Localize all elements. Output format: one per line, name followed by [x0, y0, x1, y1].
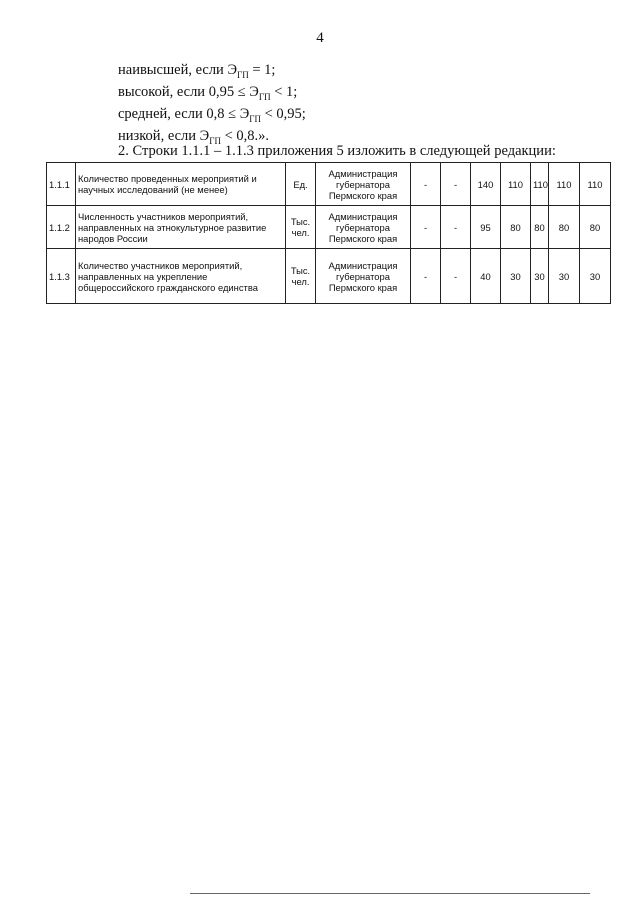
value-cell: 140 — [471, 163, 501, 206]
value-cell: - — [441, 206, 471, 249]
condition-highest: наивысшей, если $Э_{ГП} = 1$; — [118, 62, 276, 80]
value-cell: 110 — [501, 163, 531, 206]
value-cell: 30 — [531, 249, 549, 304]
row-number: 1.1.2 — [47, 206, 76, 249]
executor-cell: Администрация губернатора Пермского края — [316, 206, 411, 249]
table-row — [47, 163, 611, 206]
indicator-name: Численность участников мероприятий, направленных на этнокультурное развитие народов России — [76, 206, 286, 249]
indicators-table — [46, 162, 611, 304]
amendment-intro: 2. Строки 1.1.1 – 1.1.3 приложения 5 изложить в следующей редакции: — [118, 143, 556, 159]
value-cell: 30 — [580, 249, 611, 304]
value-cell: 30 — [549, 249, 580, 304]
unit-cell: Тыс. чел. — [286, 249, 316, 304]
executor-cell: Администрация губернатора Пермского края — [316, 249, 411, 304]
value-cell: 110 — [580, 163, 611, 206]
table-row — [47, 206, 611, 249]
value-cell: 110 — [549, 163, 580, 206]
value-cell: - — [411, 163, 441, 206]
condition-low: низкой, если $Э_{ГП} < 0,8$.». — [118, 128, 270, 146]
value-cell: 110 — [531, 163, 549, 206]
value-cell: 80 — [531, 206, 549, 249]
value-cell: - — [411, 206, 441, 249]
condition-high: высокой, если $0,95 \le Э_{ГП} < 1$; — [118, 84, 298, 102]
executor-cell: Администрация губернатора Пермского края — [316, 163, 411, 206]
value-cell: - — [411, 249, 441, 304]
value-cell: 40 — [471, 249, 501, 304]
unit-cell: Ед. — [286, 163, 316, 206]
indicator-name: Количество участников мероприятий, направленных на укрепление общероссийского гражданского единства — [76, 249, 286, 304]
condition-medium: средней, если $0,8 \le Э_{ГП} < 0,95$; — [118, 106, 306, 124]
value-cell: 95 — [471, 206, 501, 249]
value-cell: 80 — [501, 206, 531, 249]
value-cell: 30 — [501, 249, 531, 304]
row-number: 1.1.1 — [47, 163, 76, 206]
table-row — [47, 249, 611, 304]
row-number: 1.1.3 — [47, 249, 76, 304]
value-cell: - — [441, 249, 471, 304]
page-number: 4 — [316, 30, 324, 46]
value-cell: - — [441, 163, 471, 206]
unit-cell: Тыс. чел. — [286, 206, 316, 249]
indicator-name: Количество проведенных мероприятий и научных исследований (не менее) — [76, 163, 286, 206]
footer-rule — [190, 893, 590, 894]
value-cell: 80 — [549, 206, 580, 249]
value-cell: 80 — [580, 206, 611, 249]
